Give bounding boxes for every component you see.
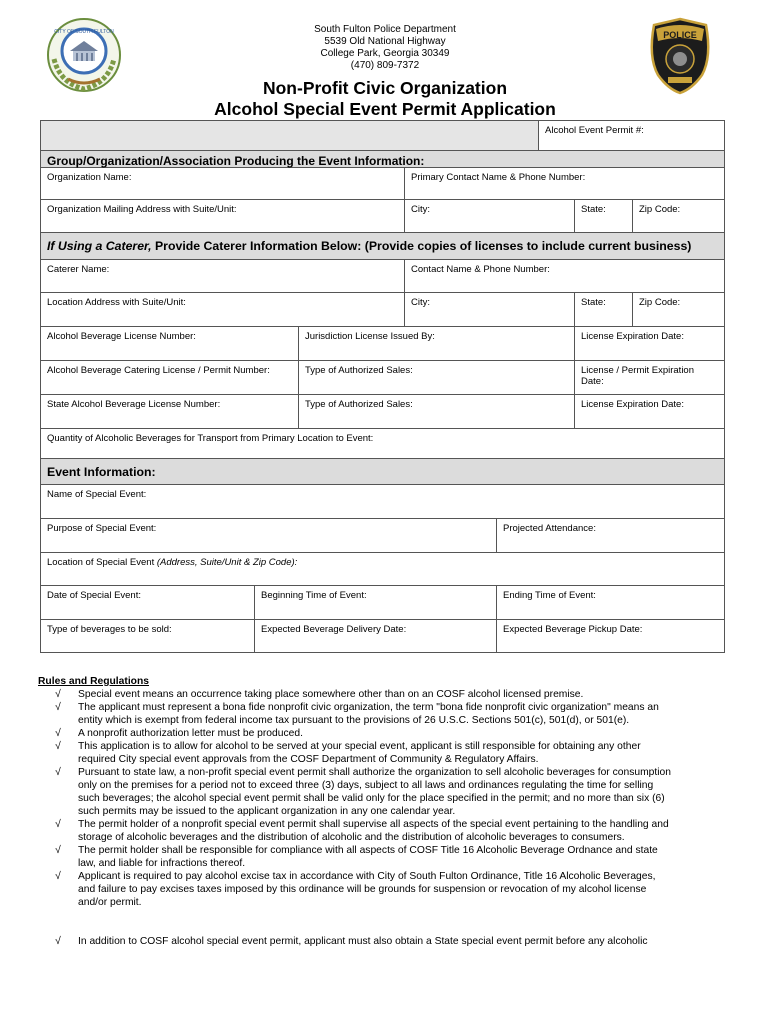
rules-list xyxy=(38,688,738,948)
mailing-address-field[interactable]: Organization Mailing Address with Suite/Unit: xyxy=(41,200,405,232)
event-header: Event Information: xyxy=(47,465,156,479)
badge-text: POLICE xyxy=(663,30,697,40)
rule-text xyxy=(78,727,738,740)
check-icon: √ xyxy=(55,702,61,713)
caterer-header-text: Provide Caterer Information Below: (Provide copies of licenses to include current business) xyxy=(151,239,692,253)
check-icon: √ xyxy=(55,871,61,882)
rule-line: Applicant is required to pay alcohol excise tax in accordance with City of South Fulton Ordinance, Title 16 Alcoholic Beverages, xyxy=(78,871,656,882)
org-zip-field[interactable]: Zip Code: xyxy=(639,204,681,215)
caterer-state-field[interactable]: State: xyxy=(575,293,633,326)
jurisdiction-field[interactable]: Jurisdiction License Issued By: xyxy=(299,327,575,360)
dept-city: College Park, Georgia 30349 xyxy=(320,48,450,59)
seal-text: CITY OF SOUTH FULTON xyxy=(54,29,114,35)
rule-line: The permit holder shall be responsible for compliance with all aspects of COSF Title 16 Alcoholic Beverage Ordnance and state xyxy=(78,845,658,856)
rule-line: The applicant must represent a bona fide nonprofit civic organization, the term "bona fide nonprofit civic organization" means an xyxy=(78,702,659,713)
event-header-row xyxy=(41,459,724,485)
rule-item xyxy=(38,740,738,766)
caterer-name-field[interactable]: Caterer Name: xyxy=(41,260,405,292)
begin-time-field[interactable]: Beginning Time of Event: xyxy=(255,586,497,619)
rule-text xyxy=(78,766,738,818)
event-purpose-field[interactable]: Purpose of Special Event: xyxy=(41,519,497,552)
dept-phone: (470) 809-7372 xyxy=(350,60,420,71)
caterer-zip-field[interactable]: Zip Code: xyxy=(639,297,681,308)
permit-expiration-field[interactable]: License / Permit Expiration Date: xyxy=(581,365,694,387)
caterer-contact-field[interactable]: Contact Name & Phone Number: xyxy=(411,264,550,275)
check-icon: √ xyxy=(55,845,61,856)
rule-item xyxy=(38,818,738,844)
abl-number-field[interactable]: Alcohol Beverage License Number: xyxy=(41,327,299,360)
caterer-city-field[interactable]: City: xyxy=(405,293,575,326)
title-line-1: Non-Profit Civic Organization xyxy=(262,78,508,98)
rule-item xyxy=(38,766,738,818)
rule-line: such permits may be issued to the applicant organization in any one calendar year. xyxy=(78,806,456,817)
catering-license-field[interactable]: Alcohol Beverage Catering License / Permit Number: xyxy=(41,361,299,394)
event-location-hint: (Address, Suite/Unit & Zip Code): xyxy=(156,557,298,568)
rule-item xyxy=(38,688,738,701)
permit-number-field[interactable]: Alcohol Event Permit #: xyxy=(545,125,644,136)
primary-contact-field[interactable]: Primary Contact Name & Phone Number: xyxy=(411,172,586,183)
rule-line: law, and liable for infractions thereof. xyxy=(78,858,246,869)
rule-line: This application is to allow for alcohol to be served at your special event, applicant is still responsible for obtaining any other xyxy=(78,741,641,752)
check-icon: √ xyxy=(55,689,61,700)
rules-title: Rules and Regulations xyxy=(38,676,149,687)
rule-text xyxy=(78,935,738,948)
rule-text xyxy=(78,818,738,844)
rule-line: Special event means an occurrence taking place somewhere other than on an COSF alcohol licensed premise. xyxy=(78,689,584,700)
delivery-date-field[interactable]: Expected Beverage Delivery Date: xyxy=(255,620,497,652)
rules-section xyxy=(38,675,738,948)
beverage-types-field[interactable]: Type of beverages to be sold: xyxy=(41,620,255,652)
rule-line: and failure to pay excises taxes imposed by this ordinance will be grounds for suspension or revocation of my alcohol license xyxy=(78,884,647,895)
check-icon: √ xyxy=(55,936,61,947)
event-date-field[interactable]: Date of Special Event: xyxy=(41,586,255,619)
org-city-field[interactable]: City: xyxy=(405,200,575,232)
rule-line: required City special event approvals from the COSF Department of Community & Regulatory Affairs. xyxy=(78,754,539,765)
group-header: Group/Organization/Association Producing the Event Information: xyxy=(47,154,425,168)
organization-name-field[interactable]: Organization Name: xyxy=(41,168,405,199)
department-address xyxy=(230,24,540,72)
event-location-field[interactable] xyxy=(41,553,724,585)
check-icon: √ xyxy=(55,767,61,778)
rule-line: Pursuant to state law, a non-profit special event permit shall authorize the organization to sell alcoholic beverages for consumption xyxy=(78,767,671,778)
dept-street: 5539 Old National Highway xyxy=(324,36,446,47)
rule-item xyxy=(38,870,738,909)
rule-text xyxy=(78,688,738,701)
authorized-sales-field[interactable]: Type of Authorized Sales: xyxy=(299,361,575,394)
dept-name: South Fulton Police Department xyxy=(314,24,456,35)
rule-line: only on the premises for a period not to exceed three (3) days, subject to all laws and ordinances regulating the time for selling xyxy=(78,780,654,791)
state-abl-field[interactable]: State Alcohol Beverage License Number: xyxy=(41,395,299,428)
event-name-field[interactable]: Name of Special Event: xyxy=(47,489,147,500)
pickup-date-field[interactable]: Expected Beverage Pickup Date: xyxy=(503,624,643,635)
state-license-expiration-field[interactable]: License Expiration Date: xyxy=(581,399,684,410)
caterer-header xyxy=(41,233,697,259)
rule-text xyxy=(78,844,738,870)
form-title xyxy=(130,78,640,120)
check-icon: √ xyxy=(55,741,61,752)
police-badge-logo xyxy=(646,17,714,95)
caterer-address-field[interactable]: Location Address with Suite/Unit: xyxy=(41,293,405,326)
end-time-field[interactable]: Ending Time of Event: xyxy=(503,590,596,601)
check-icon: √ xyxy=(55,819,61,830)
org-state-field[interactable]: State: xyxy=(575,200,633,232)
rule-text xyxy=(78,740,738,766)
rule-line: and/or permit. xyxy=(78,897,142,908)
rule-line: The permit holder of a nonprofit special event permit shall supervise all aspects of the special event pertaining to the handling and xyxy=(78,819,669,830)
city-seal-logo xyxy=(46,17,122,93)
rule-line: entity which is exempt from federal income tax pursuant to the provisions of 26 U.S.C. Sections 501(c), 501(d), or 501(e). xyxy=(78,715,630,726)
rule-text xyxy=(78,701,738,727)
rule-line: storage of alcoholic beverages and the distribution of alcoholic and the distribution of alcoholic beverages to consumers. xyxy=(78,832,625,843)
rule-line: In addition to COSF alcohol special event permit, applicant must also obtain a State special event permit before any alcoholic xyxy=(78,936,648,947)
application-form xyxy=(40,120,725,653)
rule-item xyxy=(38,727,738,740)
rule-item xyxy=(38,701,738,727)
projected-attendance-field[interactable]: Projected Attendance: xyxy=(503,523,596,534)
permit-number-row xyxy=(41,121,724,151)
rule-text xyxy=(78,870,738,909)
caterer-header-italic: If Using a Caterer, xyxy=(47,239,152,253)
rule-line: such beverages; the alcohol special event permit shall be valid only for the place specified in the permit; and no more than six (6) xyxy=(78,793,665,804)
event-location-label: Location of Special Event xyxy=(47,557,157,568)
rule-item xyxy=(38,935,738,948)
title-line-2: Alcohol Special Event Permit Application xyxy=(214,99,556,119)
rule-item xyxy=(38,844,738,870)
check-icon: √ xyxy=(55,728,61,739)
quantity-transport-field[interactable]: Quantity of Alcoholic Beverages for Transport from Primary Location to Event: xyxy=(47,433,374,444)
license-expiration-field[interactable]: License Expiration Date: xyxy=(581,331,684,342)
state-authorized-sales-field[interactable]: Type of Authorized Sales: xyxy=(299,395,575,428)
rule-line: A nonprofit authorization letter must be produced. xyxy=(78,728,303,739)
group-header-row xyxy=(41,151,724,168)
caterer-header-row xyxy=(41,233,724,260)
